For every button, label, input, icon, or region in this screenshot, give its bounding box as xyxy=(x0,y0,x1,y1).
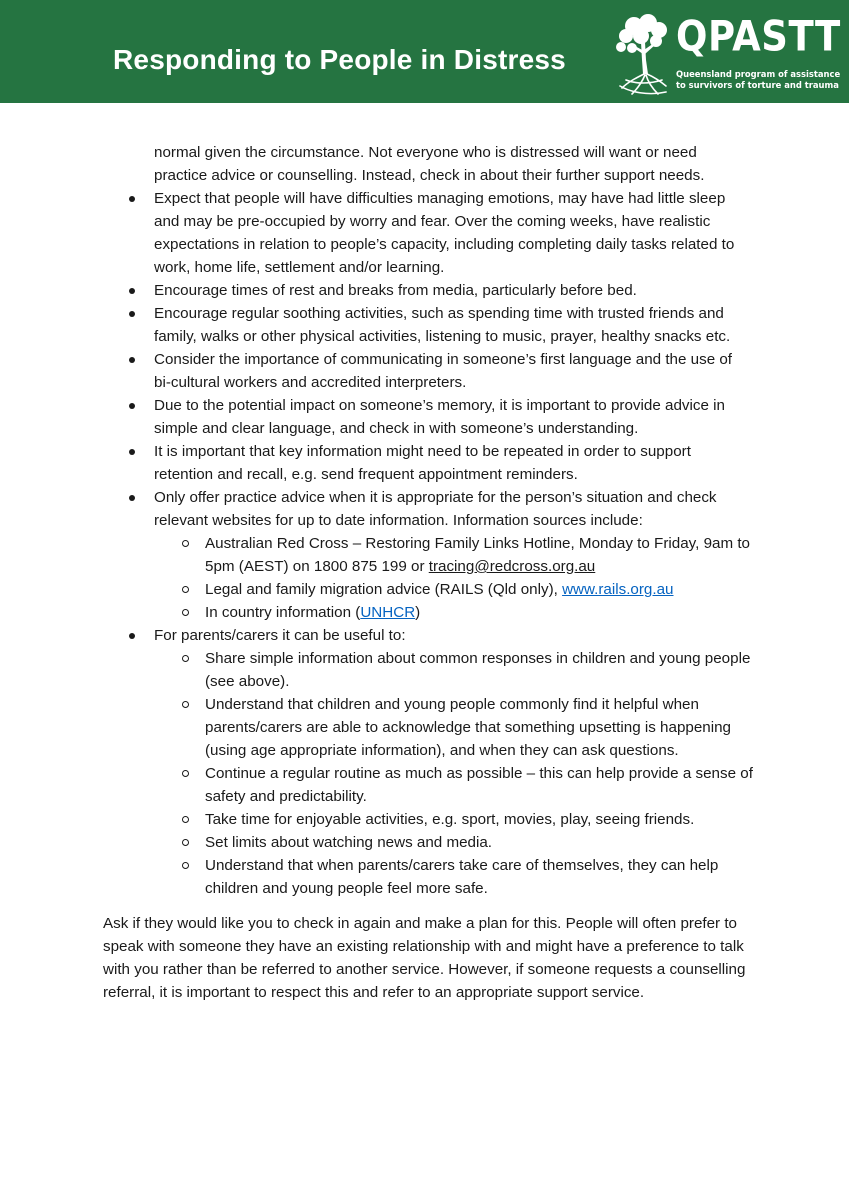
list-item-parents xyxy=(103,624,753,900)
list-item: Encourage times of rest and breaks from media, particularly before bed. xyxy=(103,279,753,302)
unhcr-link[interactable]: UNHCR xyxy=(360,604,416,621)
sub-list-item: Set limits about watching news and media. xyxy=(154,831,753,854)
continuation-paragraph: normal given the circumstance. Not everyone who is distressed will want or need practice advice or counselling. Instead, check in about their further support needs. xyxy=(154,144,705,184)
document-body xyxy=(103,141,753,1004)
sub-list-item: Understand that when parents/carers take care of themselves, they can help children and young people feel more safe. xyxy=(154,854,753,900)
list-item: Due to the potential impact on someone’s memory, it is important to provide advice in simple and clear language, and check in with someone’s understanding. xyxy=(103,394,753,440)
source-item-rails xyxy=(154,578,753,601)
list-item: Expect that people will have difficulties managing emotions, may have had little sleep and may be pre-occupied by worry and fear. Over the coming weeks, have realistic expectations in relation to people’s capacity, including completing daily tasks related to work, home life, settlement and/or learning. xyxy=(103,187,753,279)
list-item-advice xyxy=(103,486,753,624)
qpastt-logo xyxy=(614,12,841,100)
sub-list-item: Understand that children and young people commonly find it helpful when parents/carers are able to acknowledge that something upsetting is happening (using age appropriate information), and when they can ask questions. xyxy=(154,693,753,762)
sub-list-item: Take time for enjoyable activities, e.g. sport, movies, play, seeing friends. xyxy=(154,808,753,831)
sources-list xyxy=(154,532,753,624)
closing-paragraph: Ask if they would like you to check in again and make a plan for this. People will often prefer to speak with someone they have an existing relationship with and might have a preference to talk with you rather than be referred to another service. However, if someone requests a counselling referral, it is important to respect this and refer to an appropriate support service. xyxy=(103,915,746,1001)
sub-list-item: Share simple information about common responses in children and young people (see above). xyxy=(154,647,753,693)
bullet-list xyxy=(103,187,753,900)
page-header xyxy=(0,0,849,103)
rails-text: Legal and family migration advice (RAILS (Qld only), xyxy=(205,581,563,598)
logo-name: QPASTT xyxy=(676,12,841,61)
parents-sublist xyxy=(154,647,753,900)
parents-text: For parents/carers it can be useful to: xyxy=(154,627,406,644)
tree-icon xyxy=(614,14,672,98)
advice-text: Only offer practice advice when it is appropriate for the person’s situation and check relevant websites for up to date information. Information sources include: xyxy=(154,489,717,529)
country-close: ) xyxy=(415,604,421,621)
rails-link[interactable]: www.rails.org.au xyxy=(562,581,674,598)
source-item-country xyxy=(154,601,753,624)
country-text: In country information ( xyxy=(205,604,361,621)
logo-tagline xyxy=(676,69,840,91)
list-item: Encourage regular soothing activities, such as spending time with trusted friends and family, walks or other physical activities, listening to music, prayer, healthy snacks etc. xyxy=(103,302,753,348)
sub-list-item: Continue a regular routine as much as possible – this can help provide a sense of safety and predictability. xyxy=(154,762,753,808)
list-item: Consider the importance of communicating in someone’s first language and the use of bi-cultural workers and accredited interpreters. xyxy=(103,348,753,394)
source-item-red-cross xyxy=(154,532,753,578)
logo-tagline-line2: to survivors of torture and trauma xyxy=(676,80,839,90)
list-item: It is important that key information might need to be repeated in order to support retention and recall, e.g. send frequent appointment reminders. xyxy=(103,440,753,486)
logo-tagline-line1: Queensland program of assistance xyxy=(676,69,841,79)
page-title: Responding to People in Distress xyxy=(113,44,566,75)
red-cross-email-link[interactable]: tracing@redcross.org.au xyxy=(428,558,596,575)
red-cross-text: Australian Red Cross – Restoring Family Links Hotline, Monday to Friday, 9am to 5pm (AEST) on 1800 875 199 or xyxy=(205,535,750,575)
